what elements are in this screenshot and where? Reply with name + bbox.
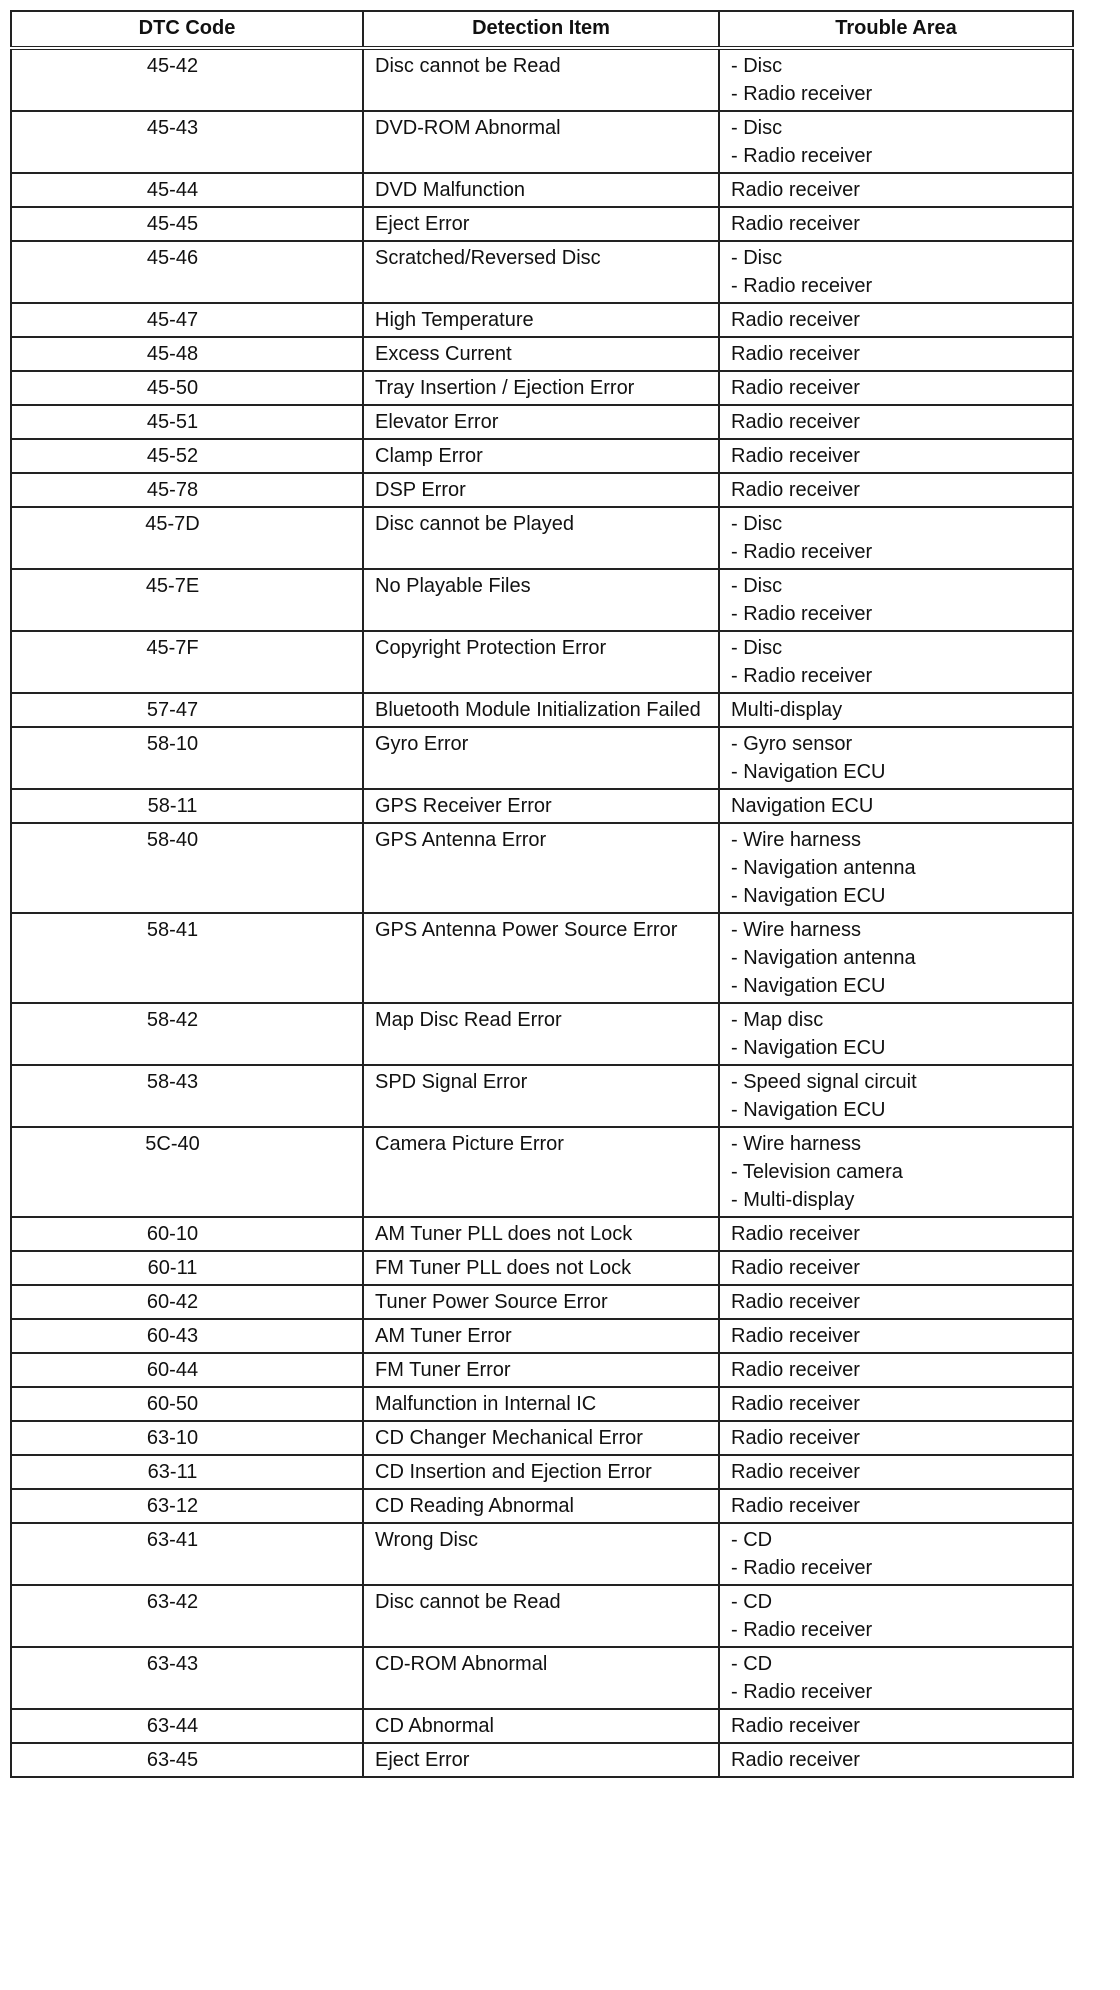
table-row (11, 1065, 1073, 1127)
trouble-area-line: Radio receiver (731, 309, 860, 331)
trouble-area-line: - Radio receiver (731, 1557, 873, 1579)
dtc-code-cell: 60-42 (11, 1285, 363, 1319)
trouble-area-line: - CD (731, 1653, 773, 1675)
trouble-area-line: Radio receiver (731, 1461, 860, 1483)
detection-item-text: Elevator Error (375, 411, 499, 433)
detection-item-text: DVD-ROM Abnormal (375, 117, 561, 139)
trouble-area-cell (719, 1251, 1073, 1285)
trouble-area-line: Radio receiver (731, 445, 860, 467)
detection-item-cell (363, 693, 719, 727)
detection-item-text: AM Tuner Error (375, 1325, 512, 1347)
detection-item-text: Scratched/Reversed Disc (375, 247, 601, 269)
trouble-area-cell (719, 1217, 1073, 1251)
trouble-area-cell (719, 913, 1073, 1003)
table-row (11, 48, 1073, 111)
detection-item-cell (363, 1455, 719, 1489)
table-row (11, 439, 1073, 473)
detection-item-cell (363, 303, 719, 337)
detection-item-text: DVD Malfunction (375, 179, 526, 201)
detection-item-text: CD Changer Mechanical Error (375, 1427, 643, 1449)
trouble-area-line: Radio receiver (731, 179, 860, 201)
dtc-code-cell: 45-51 (11, 405, 363, 439)
table-header (11, 11, 1073, 48)
detection-item-text: GPS Antenna Error (375, 829, 547, 851)
detection-item-text: Excess Current (375, 343, 512, 365)
table-row (11, 371, 1073, 405)
trouble-area-cell (719, 439, 1073, 473)
trouble-area-line: - Navigation antenna (731, 947, 916, 969)
detection-item-text: Wrong Disc (375, 1529, 478, 1551)
trouble-area-line: - Disc (731, 575, 783, 597)
trouble-area-cell (719, 1489, 1073, 1523)
table-row (11, 1285, 1073, 1319)
detection-item-text: GPS Antenna Power Source Error (375, 919, 678, 941)
trouble-area-line: Radio receiver (731, 1749, 860, 1771)
trouble-area-line: Radio receiver (731, 1325, 860, 1347)
table-row (11, 1127, 1073, 1217)
dtc-code-cell: 58-40 (11, 823, 363, 913)
detection-item-text: SPD Signal Error (375, 1071, 528, 1093)
trouble-area-cell (719, 405, 1073, 439)
dtc-code-cell: 45-78 (11, 473, 363, 507)
trouble-area-cell (719, 473, 1073, 507)
dtc-code-cell: 45-43 (11, 111, 363, 173)
detection-item-cell (363, 371, 719, 405)
header-detection-item: Detection Item (363, 11, 719, 48)
trouble-area-line: - Disc (731, 637, 783, 659)
table-row (11, 1353, 1073, 1387)
detection-item-text: Disc cannot be Read (375, 1591, 561, 1613)
trouble-area-cell (719, 727, 1073, 789)
detection-item-cell (363, 1647, 719, 1709)
dtc-code-cell: 58-10 (11, 727, 363, 789)
dtc-code-cell: 45-7E (11, 569, 363, 631)
detection-item-cell (363, 913, 719, 1003)
trouble-area-cell (719, 1709, 1073, 1743)
trouble-area-line: Radio receiver (731, 1359, 860, 1381)
dtc-code-cell: 60-44 (11, 1353, 363, 1387)
table-row (11, 727, 1073, 789)
trouble-area-line: - Navigation ECU (731, 975, 886, 997)
table-row (11, 337, 1073, 371)
header-row (11, 11, 1073, 48)
trouble-area-cell (719, 303, 1073, 337)
dtc-code-cell: 63-43 (11, 1647, 363, 1709)
detection-item-cell (363, 1387, 719, 1421)
trouble-area-line: Radio receiver (731, 1223, 860, 1245)
trouble-area-cell (719, 693, 1073, 727)
dtc-code-cell: 60-43 (11, 1319, 363, 1353)
table-body (11, 48, 1073, 1777)
trouble-area-cell (719, 371, 1073, 405)
detection-item-cell (363, 1421, 719, 1455)
table-row (11, 1647, 1073, 1709)
trouble-area-line: - Disc (731, 513, 783, 535)
detection-item-cell (363, 1285, 719, 1319)
table-row (11, 1251, 1073, 1285)
dtc-code-cell: 60-50 (11, 1387, 363, 1421)
trouble-area-cell (719, 1421, 1073, 1455)
trouble-area-line: - Map disc (731, 1009, 824, 1031)
trouble-area-cell (719, 1353, 1073, 1387)
dtc-code-cell: 45-52 (11, 439, 363, 473)
detection-item-cell (363, 789, 719, 823)
trouble-area-cell (719, 173, 1073, 207)
table-row (11, 823, 1073, 913)
trouble-area-line: - Television camera (731, 1161, 903, 1183)
detection-item-cell (363, 1127, 719, 1217)
detection-item-text: Bluetooth Module Initialization Failed (375, 699, 701, 721)
detection-item-text: CD-ROM Abnormal (375, 1653, 548, 1675)
table-row (11, 1421, 1073, 1455)
trouble-area-cell (719, 1647, 1073, 1709)
trouble-area-cell (719, 241, 1073, 303)
detection-item-cell (363, 823, 719, 913)
trouble-area-line: - Navigation ECU (731, 885, 886, 907)
dtc-code-cell: 45-48 (11, 337, 363, 371)
detection-item-cell (363, 1489, 719, 1523)
table-row (11, 173, 1073, 207)
trouble-area-cell (719, 1127, 1073, 1217)
trouble-area-line: - Disc (731, 247, 783, 269)
detection-item-cell (363, 207, 719, 241)
trouble-area-cell (719, 48, 1073, 111)
dtc-code-cell: 45-44 (11, 173, 363, 207)
trouble-area-line: - Disc (731, 117, 783, 139)
dtc-code-cell: 45-50 (11, 371, 363, 405)
dtc-code-cell: 45-46 (11, 241, 363, 303)
table-row (11, 1319, 1073, 1353)
detection-item-cell (363, 405, 719, 439)
trouble-area-line: - Wire harness (731, 1133, 862, 1155)
detection-item-cell (363, 727, 719, 789)
dtc-code-cell: 45-7F (11, 631, 363, 693)
detection-item-text: Eject Error (375, 213, 470, 235)
table-row (11, 241, 1073, 303)
trouble-area-line: Radio receiver (731, 411, 860, 433)
trouble-area-cell (719, 631, 1073, 693)
trouble-area-cell (719, 207, 1073, 241)
dtc-code-cell: 45-45 (11, 207, 363, 241)
table-row (11, 569, 1073, 631)
dtc-code-cell: 58-41 (11, 913, 363, 1003)
dtc-code-cell: 45-42 (11, 48, 363, 111)
detection-item-text: Tuner Power Source Error (375, 1291, 608, 1313)
detection-item-text: Map Disc Read Error (375, 1009, 562, 1031)
detection-item-cell (363, 1743, 719, 1777)
trouble-area-cell (719, 111, 1073, 173)
trouble-area-cell (719, 1285, 1073, 1319)
detection-item-text: CD Insertion and Ejection Error (375, 1461, 652, 1483)
detection-item-text: No Playable Files (375, 575, 531, 597)
detection-item-cell (363, 439, 719, 473)
detection-item-text: DSP Error (375, 479, 466, 501)
trouble-area-line: Radio receiver (731, 1715, 860, 1737)
detection-item-cell (363, 1251, 719, 1285)
table-row (11, 405, 1073, 439)
dtc-code-cell: 60-10 (11, 1217, 363, 1251)
dtc-code-cell: 63-44 (11, 1709, 363, 1743)
trouble-area-line: - Radio receiver (731, 1619, 873, 1641)
dtc-code-cell: 58-42 (11, 1003, 363, 1065)
detection-item-cell (363, 337, 719, 371)
trouble-area-line: Radio receiver (731, 213, 860, 235)
trouble-area-line: - Radio receiver (731, 275, 873, 297)
detection-item-cell (363, 1523, 719, 1585)
table-row (11, 1387, 1073, 1421)
trouble-area-line: Multi-display (731, 699, 843, 721)
table-row (11, 1489, 1073, 1523)
detection-item-text: Gyro Error (375, 733, 469, 755)
trouble-area-line: Radio receiver (731, 1427, 860, 1449)
detection-item-text: AM Tuner PLL does not Lock (375, 1223, 633, 1245)
trouble-area-cell (719, 1387, 1073, 1421)
trouble-area-line: Radio receiver (731, 1393, 860, 1415)
trouble-area-line: - Navigation antenna (731, 857, 916, 879)
header-dtc-code: DTC Code (11, 11, 363, 48)
detection-item-text: Eject Error (375, 1749, 470, 1771)
detection-item-text: Malfunction in Internal IC (375, 1393, 597, 1415)
trouble-area-line: - Navigation ECU (731, 1099, 886, 1121)
detection-item-cell (363, 473, 719, 507)
detection-item-text: Disc cannot be Played (375, 513, 575, 535)
trouble-area-line: - Gyro sensor (731, 733, 853, 755)
trouble-area-line: - Radio receiver (731, 541, 873, 563)
detection-item-text: Disc cannot be Read (375, 55, 561, 77)
trouble-area-line: - Speed signal circuit (731, 1071, 917, 1093)
dtc-code-cell: 60-11 (11, 1251, 363, 1285)
table-row (11, 1585, 1073, 1647)
trouble-area-cell (719, 1065, 1073, 1127)
detection-item-text: GPS Receiver Error (375, 795, 552, 817)
table-row (11, 1455, 1073, 1489)
detection-item-cell (363, 111, 719, 173)
dtc-code-cell: 45-47 (11, 303, 363, 337)
trouble-area-cell (719, 1743, 1073, 1777)
header-trouble-area: Trouble Area (719, 11, 1073, 48)
trouble-area-line: - Wire harness (731, 829, 862, 851)
dtc-table (10, 10, 1074, 1778)
detection-item-cell (363, 1585, 719, 1647)
dtc-code-cell: 63-12 (11, 1489, 363, 1523)
detection-item-text: FM Tuner Error (375, 1359, 511, 1381)
table-row (11, 207, 1073, 241)
detection-item-cell (363, 173, 719, 207)
detection-item-cell (363, 1319, 719, 1353)
trouble-area-cell (719, 1319, 1073, 1353)
table-row (11, 111, 1073, 173)
trouble-area-line: Radio receiver (731, 1495, 860, 1517)
trouble-area-cell (719, 1455, 1073, 1489)
dtc-code-cell: 57-47 (11, 693, 363, 727)
dtc-code-cell: 63-45 (11, 1743, 363, 1777)
trouble-area-cell (719, 569, 1073, 631)
detection-item-text: FM Tuner PLL does not Lock (375, 1257, 632, 1279)
table-row (11, 1523, 1073, 1585)
detection-item-cell (363, 631, 719, 693)
trouble-area-line: - Multi-display (731, 1189, 855, 1211)
trouble-area-line: Navigation ECU (731, 795, 874, 817)
detection-item-cell (363, 507, 719, 569)
detection-item-cell (363, 48, 719, 111)
detection-item-cell (363, 1065, 719, 1127)
trouble-area-line: - Radio receiver (731, 83, 873, 105)
trouble-area-cell (719, 823, 1073, 913)
trouble-area-line: Radio receiver (731, 343, 860, 365)
trouble-area-line: - Disc (731, 55, 783, 77)
detection-item-text: High Temperature (375, 309, 534, 331)
table-row (11, 693, 1073, 727)
trouble-area-line: - Navigation ECU (731, 761, 886, 783)
trouble-area-cell (719, 789, 1073, 823)
dtc-code-cell: 45-7D (11, 507, 363, 569)
detection-item-text: CD Abnormal (375, 1715, 494, 1737)
detection-item-cell (363, 1353, 719, 1387)
detection-item-text: Clamp Error (375, 445, 483, 467)
trouble-area-line: - CD (731, 1529, 773, 1551)
detection-item-cell (363, 1217, 719, 1251)
trouble-area-line: - Wire harness (731, 919, 862, 941)
table-row (11, 1743, 1073, 1777)
trouble-area-line: Radio receiver (731, 1257, 860, 1279)
dtc-code-cell: 58-43 (11, 1065, 363, 1127)
table-row (11, 631, 1073, 693)
table-row (11, 303, 1073, 337)
detection-item-text: Copyright Protection Error (375, 637, 607, 659)
detection-item-text: CD Reading Abnormal (375, 1495, 574, 1517)
table-row (11, 473, 1073, 507)
trouble-area-line: - Radio receiver (731, 665, 873, 687)
trouble-area-line: - Radio receiver (731, 1681, 873, 1703)
table-row (11, 789, 1073, 823)
detection-item-cell (363, 241, 719, 303)
detection-item-text: Tray Insertion / Ejection Error (375, 377, 635, 399)
trouble-area-cell (719, 507, 1073, 569)
table-row (11, 507, 1073, 569)
trouble-area-line: - CD (731, 1591, 773, 1613)
trouble-area-line: Radio receiver (731, 479, 860, 501)
trouble-area-cell (719, 1003, 1073, 1065)
dtc-code-cell: 5C-40 (11, 1127, 363, 1217)
table-row (11, 1003, 1073, 1065)
trouble-area-line: - Radio receiver (731, 603, 873, 625)
trouble-area-cell (719, 1523, 1073, 1585)
dtc-code-cell: 58-11 (11, 789, 363, 823)
trouble-area-line: - Navigation ECU (731, 1037, 886, 1059)
trouble-area-cell (719, 1585, 1073, 1647)
detection-item-cell (363, 1709, 719, 1743)
trouble-area-line: - Radio receiver (731, 145, 873, 167)
dtc-code-cell: 63-11 (11, 1455, 363, 1489)
detection-item-cell (363, 569, 719, 631)
trouble-area-line: Radio receiver (731, 377, 860, 399)
dtc-code-cell: 63-42 (11, 1585, 363, 1647)
detection-item-text: Camera Picture Error (375, 1133, 564, 1155)
detection-item-cell (363, 1003, 719, 1065)
trouble-area-line: Radio receiver (731, 1291, 860, 1313)
trouble-area-cell (719, 337, 1073, 371)
table-row (11, 1709, 1073, 1743)
dtc-code-cell: 63-10 (11, 1421, 363, 1455)
table-row (11, 913, 1073, 1003)
table-row (11, 1217, 1073, 1251)
dtc-code-cell: 63-41 (11, 1523, 363, 1585)
